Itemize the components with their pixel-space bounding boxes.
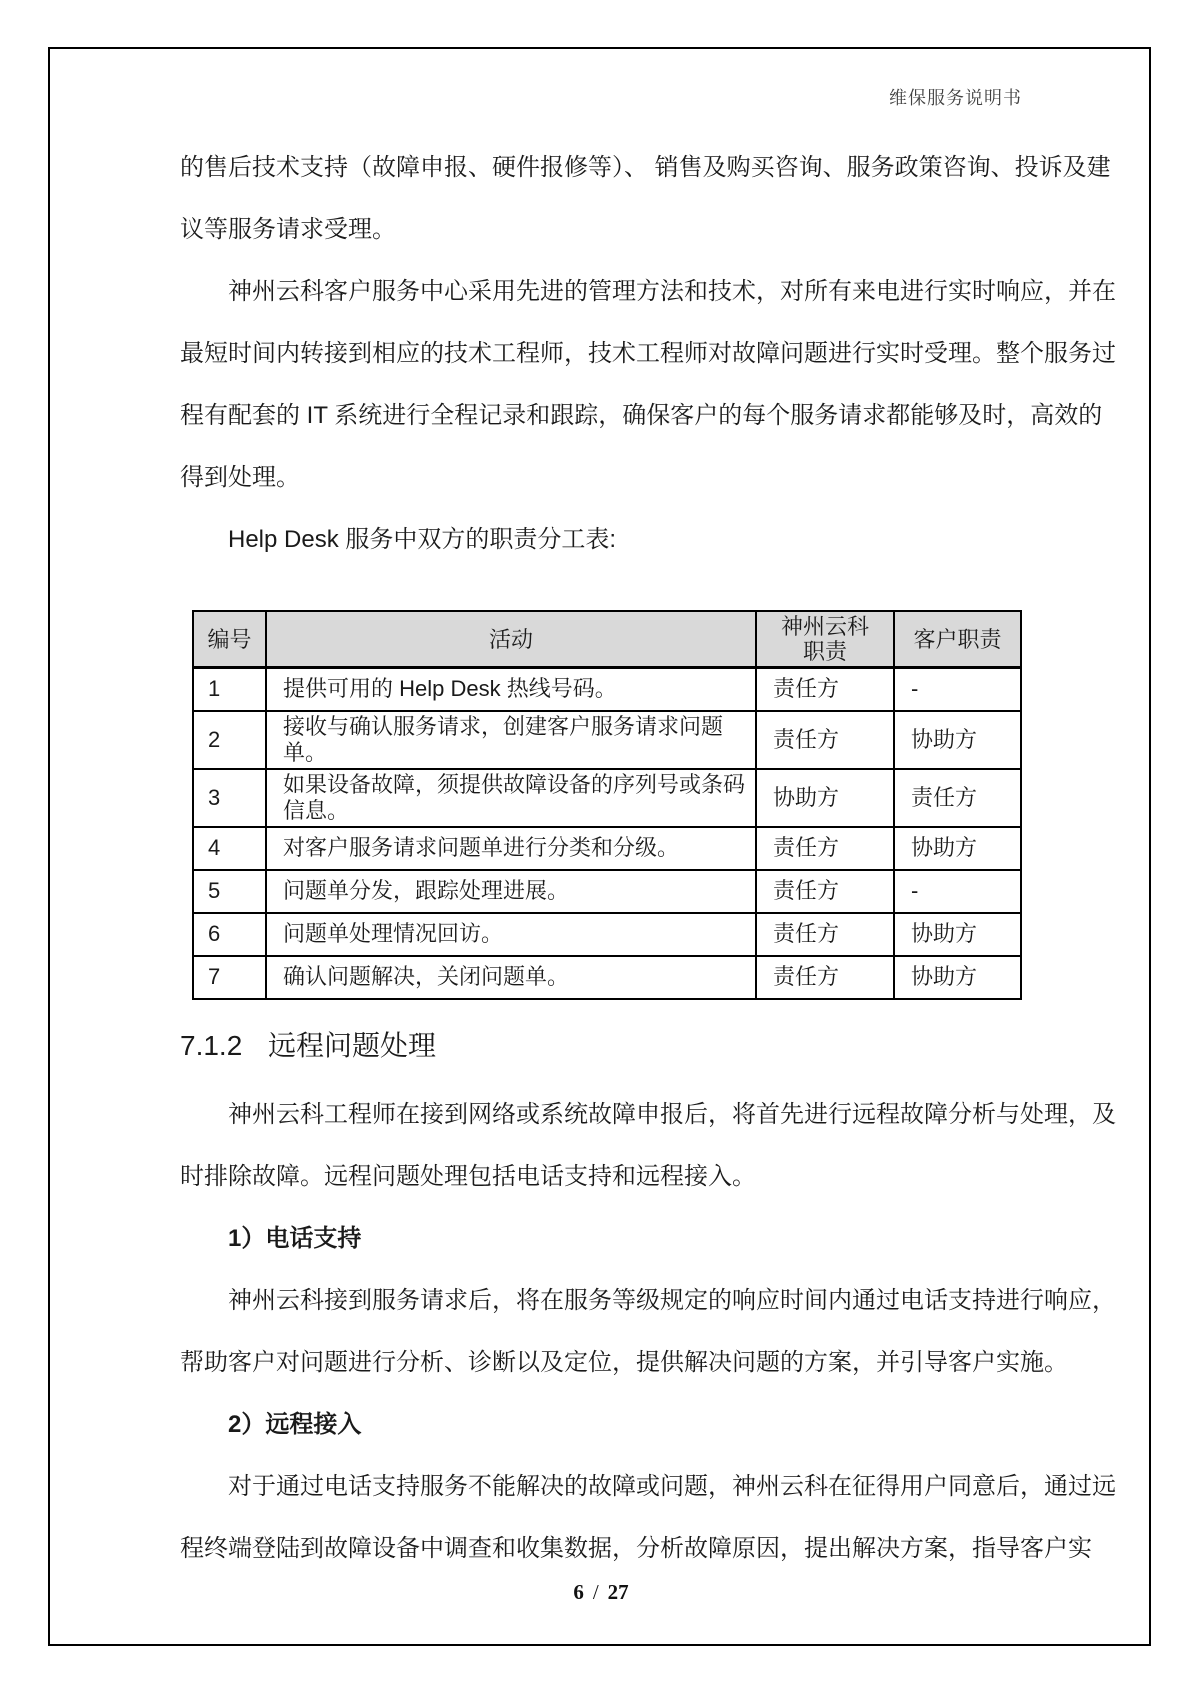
activity-cell: 确认问题解决，关闭问题单。 bbox=[266, 956, 756, 999]
dcc-role-cell: 责任方 bbox=[756, 668, 894, 711]
document-body bbox=[180, 137, 1120, 1580]
subsection-2-paragraph: 对于通过电话支持服务不能解决的故障或问题，神州云科在征得用户同意后，通过远程终端登陆到故障设备中调查和收集数据，分析故障原因，提出解决方案，指导客户实 bbox=[180, 1472, 1116, 1562]
page-footer bbox=[180, 1580, 1022, 1605]
page-number-current: 6 bbox=[573, 1580, 584, 1604]
table-row bbox=[193, 827, 1021, 870]
row-number-cell: 1 bbox=[193, 668, 266, 711]
activity-cell: 问题单分发，跟踪处理进展。 bbox=[266, 870, 756, 913]
customer-role-cell: - bbox=[894, 870, 1021, 913]
table-header-row bbox=[193, 611, 1021, 668]
section-heading-number: 7.1.2 bbox=[180, 1029, 243, 1061]
table-row bbox=[193, 870, 1021, 913]
table-header-cell-activity: 活动 bbox=[266, 611, 756, 668]
table-row bbox=[193, 668, 1021, 711]
row-number-cell: 6 bbox=[193, 913, 266, 956]
table-row bbox=[193, 769, 1021, 827]
table-header-cell-number: 编号 bbox=[193, 611, 266, 668]
activity-cell: 问题单处理情况回访。 bbox=[266, 913, 756, 956]
activity-cell: 接收与确认服务请求，创建客户服务请求问题单。 bbox=[266, 711, 756, 769]
subsection-1-paragraph: 神州云科接到服务请求后，将在服务等级规定的响应时间内通过电话支持进行响应，帮助客户对问题进行分析、诊断以及定位，提供解决问题的方案，并引导客户实施。 bbox=[180, 1286, 1116, 1376]
customer-role-cell: 责任方 bbox=[894, 769, 1021, 827]
table-row bbox=[193, 913, 1021, 956]
section-heading-title: 远程问题处理 bbox=[268, 1029, 437, 1061]
activity-cell: 对客户服务请求问题单进行分类和分级。 bbox=[266, 827, 756, 870]
customer-role-cell: 协助方 bbox=[894, 711, 1021, 769]
dcc-role-cell: 责任方 bbox=[756, 711, 894, 769]
customer-role-cell: - bbox=[894, 668, 1021, 711]
body-paragraph-service-center: 神州云科客户服务中心采用先进的管理方法和技术，对所有来电进行实时响应，并在最短时间内转接到相应的技术工程师，技术工程师对故障问题进行实时受理。整个服务过程有配套的 IT 系统进行全程记录和跟踪，确保客户的每个服务请求都能够及时，高效的得到处理。 bbox=[180, 278, 1116, 491]
responsibility-table bbox=[192, 610, 1022, 1000]
row-number-cell: 5 bbox=[193, 870, 266, 913]
dcc-role-cell: 协助方 bbox=[756, 769, 894, 827]
dcc-role-cell: 责任方 bbox=[756, 913, 894, 956]
activity-cell: 提供可用的 Help Desk 热线号码。 bbox=[266, 668, 756, 711]
doc-header-title: 维保服务说明书 bbox=[889, 88, 1022, 108]
dcc-role-cell: 责任方 bbox=[756, 827, 894, 870]
subsection-2-label: 2）远程接入 bbox=[228, 1410, 362, 1438]
section-heading bbox=[180, 1028, 1120, 1064]
subsection-1-label: 1）电话支持 bbox=[228, 1224, 362, 1252]
customer-role-cell: 协助方 bbox=[894, 913, 1021, 956]
table-row bbox=[193, 711, 1021, 769]
table-row bbox=[193, 956, 1021, 999]
customer-role-cell: 协助方 bbox=[894, 827, 1021, 870]
table-header-cell-dcc-role-text: 神州云科职责 bbox=[780, 614, 869, 664]
row-number-cell: 7 bbox=[193, 956, 266, 999]
row-number-cell: 3 bbox=[193, 769, 266, 827]
body-paragraph-continuation: 的售后技术支持（故障申报、硬件报修等）、 销售及购买咨询、服务政策咨询、投诉及建议等服务请求受理。 bbox=[180, 154, 1111, 243]
table-header-cell-customer-role: 客户职责 bbox=[894, 611, 1021, 668]
activity-cell: 如果设备故障，须提供故障设备的序列号或条码信息。 bbox=[266, 769, 756, 827]
dcc-role-cell: 责任方 bbox=[756, 956, 894, 999]
page-number-total: 27 bbox=[607, 1580, 629, 1604]
table-intro: Help Desk 服务中双方的职责分工表: bbox=[228, 526, 617, 553]
table-header-cell-dcc-role bbox=[756, 611, 894, 668]
row-number-cell: 4 bbox=[193, 827, 266, 870]
section-intro-paragraph: 神州云科工程师在接到网络或系统故障申报后，将首先进行远程故障分析与处理，及时排除故障。远程问题处理包括电话支持和远程接入。 bbox=[180, 1100, 1116, 1190]
customer-role-cell: 协助方 bbox=[894, 956, 1021, 999]
page-number-separator: / bbox=[592, 1580, 599, 1604]
dcc-role-cell: 责任方 bbox=[756, 870, 894, 913]
row-number-cell: 2 bbox=[193, 711, 266, 769]
